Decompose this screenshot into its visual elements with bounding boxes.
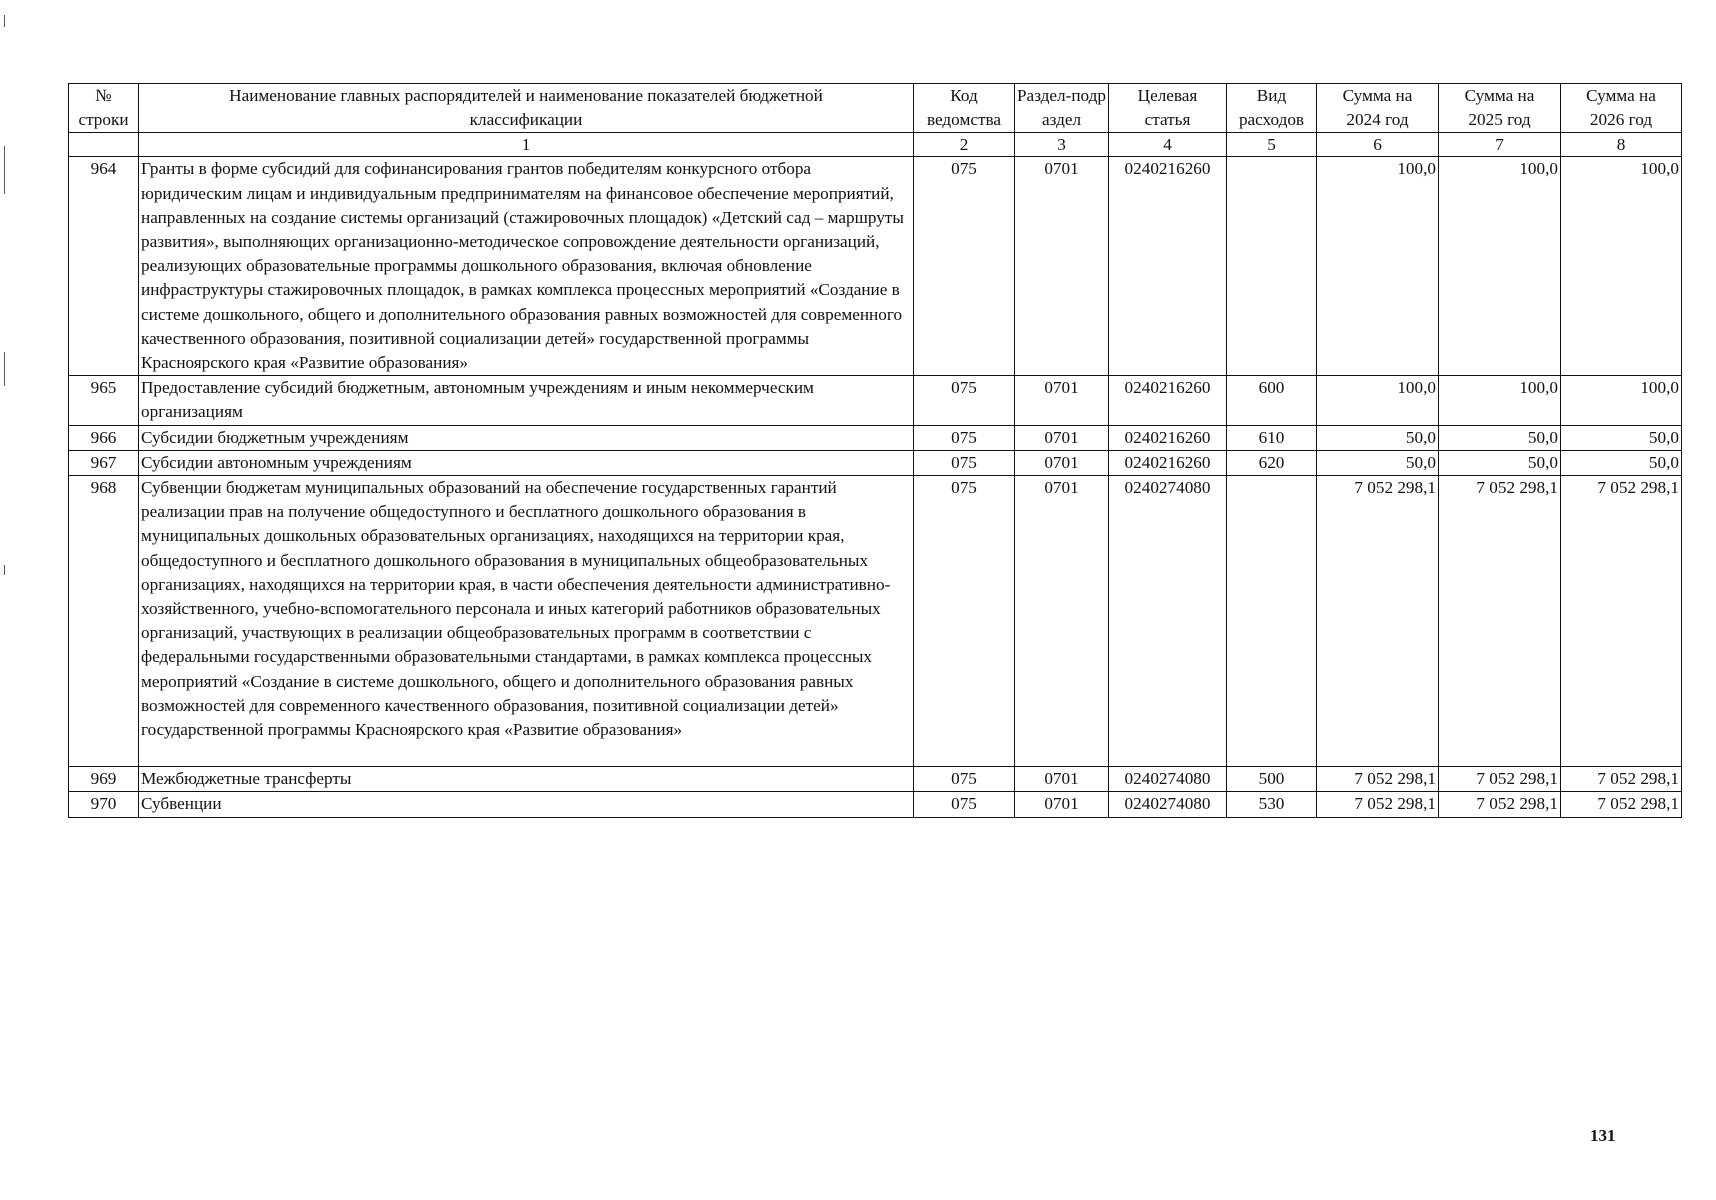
row-target-item: 0240216260 — [1109, 450, 1227, 475]
row-sum-2026: 50,0 — [1561, 425, 1682, 450]
row-number: 965 — [69, 376, 139, 425]
row-number: 964 — [69, 157, 139, 376]
row-name: Предоставление субсидий бюджетным, автономным учреждениям и иным некоммерческим организациям — [139, 376, 914, 425]
row-section: 0701 — [1015, 767, 1109, 792]
row-target-item: 0240216260 — [1109, 157, 1227, 376]
row-sum-2025: 7 052 298,1 — [1439, 792, 1561, 817]
row-sum-2024: 7 052 298,1 — [1317, 792, 1439, 817]
row-sum-2025: 50,0 — [1439, 425, 1561, 450]
row-sum-2025: 7 052 298,1 — [1439, 767, 1561, 792]
row-name: Субвенции — [139, 792, 914, 817]
row-target-item: 0240274080 — [1109, 792, 1227, 817]
row-sum-2025: 100,0 — [1439, 157, 1561, 376]
page-number: 131 — [1590, 1126, 1616, 1145]
column-number: 7 — [1439, 133, 1561, 157]
row-target-item: 0240216260 — [1109, 425, 1227, 450]
row-target-item: 0240274080 — [1109, 476, 1227, 767]
column-number: 6 — [1317, 133, 1439, 157]
budget-table — [68, 83, 1682, 818]
table-row — [69, 450, 1682, 475]
header-name: Наименование главных распорядителей и наименование показателей бюджетной классификации — [139, 84, 914, 133]
row-name: Межбюджетные трансферты — [139, 767, 914, 792]
row-section: 0701 — [1015, 376, 1109, 425]
header-sum-2025: Сумма на 2025 год — [1439, 84, 1561, 133]
row-number: 966 — [69, 425, 139, 450]
row-dept-code: 075 — [914, 157, 1015, 376]
row-sum-2026: 50,0 — [1561, 450, 1682, 475]
scan-margin-mark — [4, 15, 5, 27]
row-dept-code: 075 — [914, 767, 1015, 792]
row-dept-code: 075 — [914, 450, 1015, 475]
row-expense-type: 620 — [1227, 450, 1317, 475]
row-expense-type: 610 — [1227, 425, 1317, 450]
row-section: 0701 — [1015, 425, 1109, 450]
row-name: Субсидии бюджетным учреждениям — [139, 425, 914, 450]
header-section: Раздел-подраздел — [1015, 84, 1109, 133]
table-row — [69, 425, 1682, 450]
row-sum-2024: 50,0 — [1317, 450, 1439, 475]
row-expense-type — [1227, 476, 1317, 767]
row-name: Субсидии автономным учреждениям — [139, 450, 914, 475]
table-row — [69, 767, 1682, 792]
row-expense-type — [1227, 157, 1317, 376]
header-sum-2026: Сумма на 2026 год — [1561, 84, 1682, 133]
scan-margin-mark — [4, 565, 5, 575]
scan-margin-mark — [4, 352, 5, 386]
table-row — [69, 792, 1682, 817]
row-dept-code: 075 — [914, 792, 1015, 817]
row-sum-2024: 50,0 — [1317, 425, 1439, 450]
row-sum-2024: 7 052 298,1 — [1317, 476, 1439, 767]
row-sum-2024: 100,0 — [1317, 157, 1439, 376]
row-target-item: 0240216260 — [1109, 376, 1227, 425]
row-number: 968 — [69, 476, 139, 767]
row-expense-type: 530 — [1227, 792, 1317, 817]
row-section: 0701 — [1015, 476, 1109, 767]
row-dept-code: 075 — [914, 425, 1015, 450]
table-row — [69, 476, 1682, 767]
header-target-item: Целевая статья — [1109, 84, 1227, 133]
table-header-row — [69, 84, 1682, 133]
header-expense-type: Вид расходов — [1227, 84, 1317, 133]
column-number-row — [69, 133, 1682, 157]
row-sum-2026: 7 052 298,1 — [1561, 767, 1682, 792]
row-sum-2026: 100,0 — [1561, 376, 1682, 425]
row-sum-2024: 7 052 298,1 — [1317, 767, 1439, 792]
row-target-item: 0240274080 — [1109, 767, 1227, 792]
row-dept-code: 075 — [914, 476, 1015, 767]
row-name: Субвенции бюджетам муниципальных образований на обеспечение государственных гарантий реализации прав на получение общедоступного и бесплатного дошкольного образования в муниципальных дошкольных образовательных организациях, находящихся на территории края, общедоступного и бесплатного дошкольного образования в муниципальных общеобразовательных организациях, находящихся на территории края, в части обеспечения деятельности административно-хозяйственного, учебно-вспомогательного персонала и иных категорий работников образовательных организаций, участвующих в реализации общеобразовательных программ в соответствии с федеральными государственными образовательными стандартами, в рамках комплекса процессных мероприятий «Создание в системе дошкольного, общего и дополнительного образования равных возможностей для современного качественного образования, позитивной социализации детей» государственной программы Красноярского края «Развитие образования» — [139, 476, 914, 767]
column-number: 3 — [1015, 133, 1109, 157]
column-number: 1 — [139, 133, 914, 157]
row-sum-2026: 7 052 298,1 — [1561, 792, 1682, 817]
header-dept-code: Код ведомства — [914, 84, 1015, 133]
row-name: Гранты в форме субсидий для софинансирования грантов победителям конкурсного отбора юридическим лицам и индивидуальным предпринимателям на финансовое обеспечение мероприятий, направленных на создание системы организаций (стажировочных площадок) «Детский сад – маршруты развития», выполняющих организационно-методическое сопровождение деятельности организаций, реализующих образовательные программы дошкольного образования, включая обновление инфраструктуры стажировочных площадок, в рамках комплекса процессных мероприятий «Создание в системе дошкольного, общего и дополнительного образования равных возможностей для современного качественного образования, позитивной социализации детей» государственной программы Красноярского края «Развитие образования» — [139, 157, 914, 376]
table-row — [69, 157, 1682, 376]
row-number: 970 — [69, 792, 139, 817]
column-number: 8 — [1561, 133, 1682, 157]
column-number: 2 — [914, 133, 1015, 157]
column-number — [69, 133, 139, 157]
row-number: 969 — [69, 767, 139, 792]
column-number: 5 — [1227, 133, 1317, 157]
header-row-no: № строки — [69, 84, 139, 133]
row-number: 967 — [69, 450, 139, 475]
row-expense-type: 600 — [1227, 376, 1317, 425]
table-row — [69, 376, 1682, 425]
row-sum-2026: 100,0 — [1561, 157, 1682, 376]
row-section: 0701 — [1015, 157, 1109, 376]
scan-margin-mark — [4, 146, 5, 194]
row-sum-2024: 100,0 — [1317, 376, 1439, 425]
row-sum-2025: 100,0 — [1439, 376, 1561, 425]
header-sum-2024: Сумма на 2024 год — [1317, 84, 1439, 133]
row-dept-code: 075 — [914, 376, 1015, 425]
row-sum-2025: 7 052 298,1 — [1439, 476, 1561, 767]
row-sum-2025: 50,0 — [1439, 450, 1561, 475]
row-section: 0701 — [1015, 792, 1109, 817]
row-expense-type: 500 — [1227, 767, 1317, 792]
row-sum-2026: 7 052 298,1 — [1561, 476, 1682, 767]
row-section: 0701 — [1015, 450, 1109, 475]
column-number: 4 — [1109, 133, 1227, 157]
